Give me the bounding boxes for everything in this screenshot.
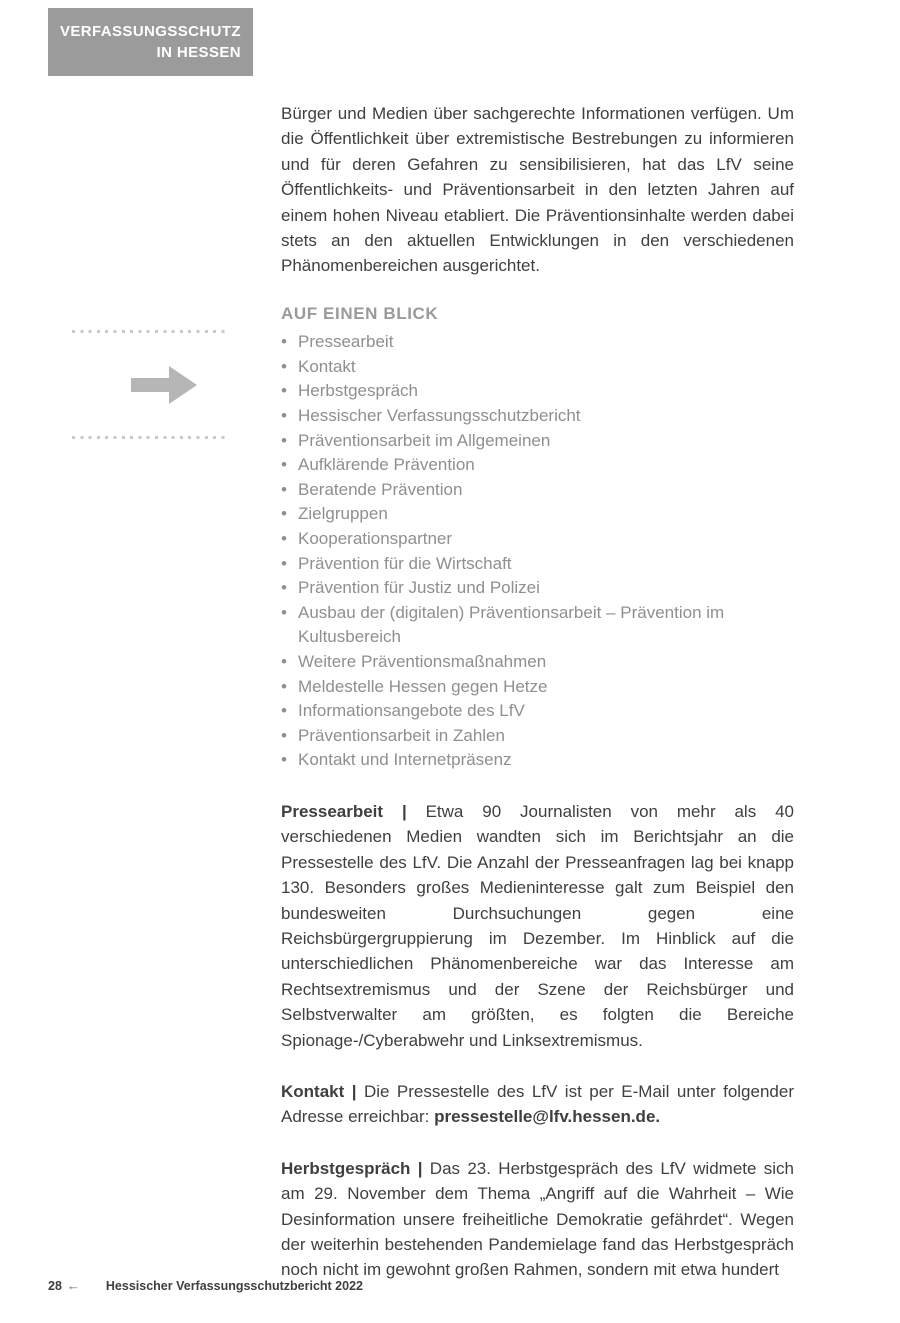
overview-list-item: • Beratende Prävention [281, 478, 794, 503]
overview-list-item: • Präventionsarbeit in Zahlen [281, 724, 794, 749]
overview-list-item: • Aufklärende Prävention [281, 453, 794, 478]
overview-list-item: • Präventionsarbeit im Allgemeinen [281, 429, 794, 454]
section-label: Kontakt | [281, 1082, 357, 1101]
brand-line-1: VERFASSUNGSSCHUTZ [60, 23, 241, 40]
section-herbstgespraech [281, 1156, 794, 1283]
section-label: Herbstgespräch | [281, 1158, 423, 1178]
footer-document-title: Hessischer Verfassungsschutzbericht 2022 [105, 1279, 363, 1293]
right-arrow-icon [131, 364, 197, 406]
main-content [281, 101, 794, 1283]
intro-paragraph: Bürger und Medien über sachgerechte Informationen verfügen. Um die Öffentlichkeit über extremistische Bestrebungen zu informieren und für deren Gefahren zu sensibilisieren, hat das LfV seine Öffentlichkeits- und Präventionsarbeit in den letzten Jahren auf einem hohen Niveau etabliert. Die Präventionsinhalte werden dabei stets an den aktuellen Entwicklungen in den verschiedenen Phänomenbereichen ausgerichtet. [281, 104, 794, 276]
overview-list-item: • Weitere Präventionsmaßnahmen [281, 650, 794, 675]
page-footer [48, 1278, 848, 1294]
overview-list-item: • Kooperationspartner [281, 527, 794, 552]
section-label: Pressearbeit | [281, 801, 407, 821]
overview-list-item: • Kontakt und Internetpräsenz [281, 748, 794, 773]
back-arrow-icon: ← [66, 1278, 80, 1293]
page-number: 28 [48, 1279, 62, 1293]
overview-list-item: • Informationsangebote des LfV [281, 699, 794, 724]
overview-list-item: • Ausbau der (digitalen) Präventionsarbeit – Prävention im Kultusbereich [281, 601, 794, 650]
overview-list-item: • Zielgruppen [281, 502, 794, 527]
brand-box [48, 8, 253, 76]
section-text: Das 23. Herbstgespräch des LfV widmete sich am 29. November dem Thema „Angriff auf die Wahrheit – Wie Desinformation unsere freiheitliche Demokratie gefährdet“. Wegen der weiterhin bestehenden Pandemielage fand das Herbstgespräch noch nicht im gewohnt großen Rahmen, sondern mit etwa hundert [281, 1158, 794, 1280]
overview-list-item: • Pressearbeit [281, 330, 794, 355]
dotted-divider-top [72, 330, 229, 333]
section-text: Etwa 90 Journalisten von mehr als 40 verschiedenen Medien wandten sich im Berichtsjahr an die Pressestelle des LfV. Die Anzahl der Presseanfragen lag bei knapp 130. Besonders großes Medieninteresse galt zum Beispiel den bundesweiten Durchsuchungen gegen eine Reichsbürgergruppierung im Dezember. Im Hinblick auf die unterschiedlichen Phänomenbereiche war das Interesse am Rechtsextremismus und der Szene der Reichsbürger und Selbstverwalter am größten, es folgten die Bereiche Spionage-/Cyberabwehr und Linksextremismus. [281, 801, 794, 1050]
section-kontakt [281, 1079, 794, 1130]
contact-email: pressestelle@lfv.hessen.de. [434, 1107, 661, 1127]
section-pressearbeit [281, 799, 794, 1053]
overview-list-item: • Kontakt [281, 355, 794, 380]
overview-list-item: • Prävention für die Wirtschaft [281, 552, 794, 577]
overview-heading: AUF EINEN BLICK [281, 303, 439, 323]
brand-line-2: IN HESSEN [156, 44, 241, 61]
right-arrow-svg [131, 364, 197, 406]
overview-list-item: • Meldestelle Hessen gegen Hetze [281, 675, 794, 700]
section-text: Die Pressestelle des LfV ist per E-Mail unter folgender Adresse erreichbar: [281, 1082, 794, 1127]
overview-list-item: • Herbstgespräch [281, 379, 794, 404]
dotted-divider-bottom [72, 436, 229, 439]
overview-list [281, 330, 794, 773]
overview-list-item: • Hessischer Verfassungsschutzbericht [281, 404, 794, 429]
overview-list-item: • Prävention für Justiz und Polizei [281, 576, 794, 601]
